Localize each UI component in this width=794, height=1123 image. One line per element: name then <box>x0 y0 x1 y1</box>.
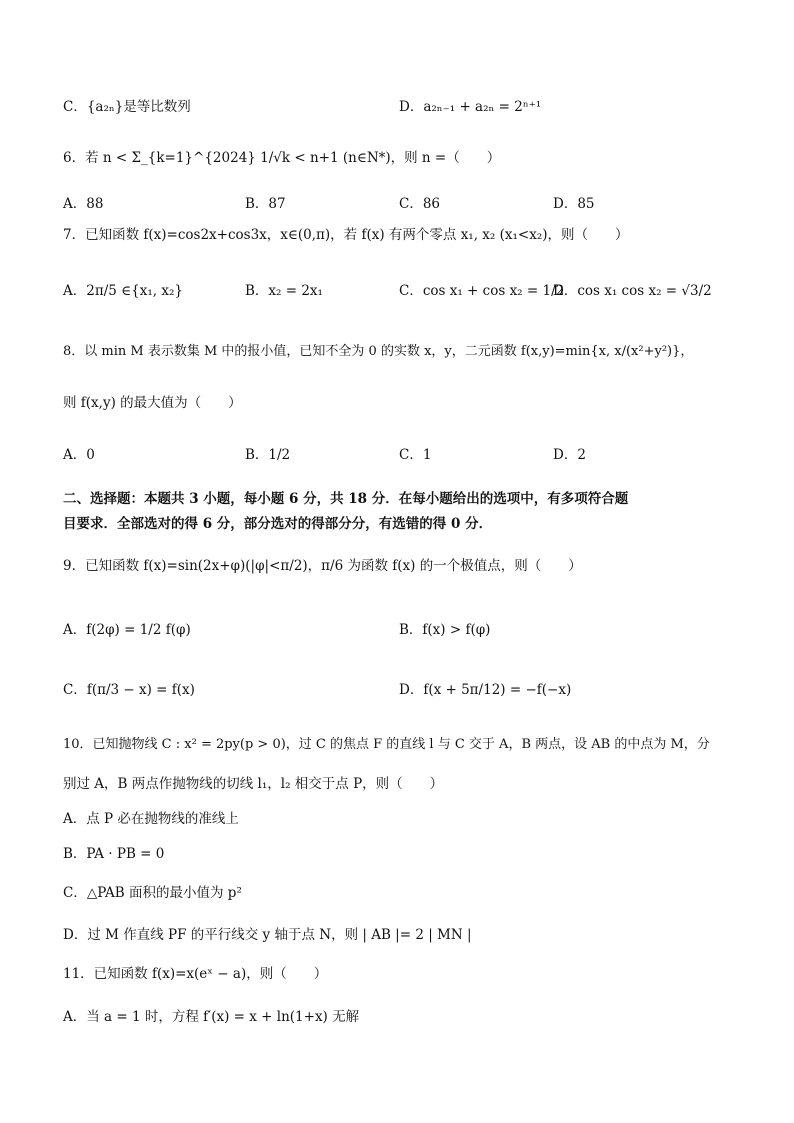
q10-stem-line2: 别过 A，B 两点作抛物线的切线 l₁，l₂ 相交于点 P，则（ ） <box>63 776 444 792</box>
q6-stem <box>63 152 500 166</box>
q11-stem: 11．已知函数 f(x)=x(eˣ − a)，则（ ） <box>63 966 328 982</box>
q6-option-b: B．87 <box>245 196 286 212</box>
q9-option-a: A．f(2φ) = 1/2 f(φ) <box>63 622 191 638</box>
q8-option-d: D．2 <box>553 447 586 463</box>
q5-option-c-text: C．{a₂ₙ}是等比数列 <box>63 99 191 115</box>
q9-option-c: C．f(π/3 − x) = f(x) <box>63 682 195 698</box>
q8-option-b: B．1/2 <box>245 447 291 463</box>
q10-option-c: C．△PAB 面积的最小值为 p² <box>63 885 242 901</box>
q7-stem-text: 7．已知函数 f(x)=cos2x+cos3x，x∈(0,π)，若 f(x) 有两个零点 x₁, x₂ (x₁<x₂)，则（ ） <box>63 227 629 243</box>
q8-stem-line1-text: 8．以 min M 表示数集 M 中的报小值，已知不全为 0 的实数 x，y，二元函数 f(x,y)=min{x, x/(x²+y²)}， <box>63 344 694 359</box>
q9-option-b: B．f(x) > f(φ) <box>399 622 491 638</box>
q8-stem-line1 <box>63 345 693 358</box>
q8-stem-line2-text: 则 f(x,y) 的最大值为（ ） <box>63 395 242 411</box>
q9-stem-text: 9．已知函数 f(x)=sin(2x+φ)(|φ|<π/2)，π/6 为函数 f(x) 的一个极值点，则（ ） <box>63 558 582 574</box>
q7-option-c: C．cos x₁ + cos x₂ = 1/2 <box>399 283 565 299</box>
q7-option-b: B．x₂ = 2x₁ <box>245 283 323 299</box>
q9-stem <box>63 560 582 574</box>
q7-option-a: A．2π/5 ∈{x₁, x₂} <box>63 283 183 299</box>
q8-option-c: C．1 <box>399 447 432 463</box>
q9-option-d: D．f(x + 5π/12) = −f(−x) <box>399 682 572 698</box>
q5-option-c <box>63 101 191 115</box>
q6-option-d: D．85 <box>553 196 595 212</box>
q7-option-d: D．cos x₁ cos x₂ = √3/2 <box>553 283 712 299</box>
q6-option-c: C．86 <box>399 196 441 212</box>
q5-option-d-text: D．a₂ₙ₋₁ + a₂ₙ = 2ⁿ⁺¹ <box>399 99 542 115</box>
q10-option-a: A．点 P 必在抛物线的准线上 <box>63 811 239 827</box>
q11-option-a: A．当 a = 1 时，方程 f′(x) = x + ln(1+x) 无解 <box>63 1009 360 1025</box>
q6-option-a: A．88 <box>63 196 104 212</box>
section2-heading-line1: 二、选择题：本题共 3 小题，每小题 6 分，共 18 分．在每小题给出的选项中，有多项符合题 <box>63 491 629 507</box>
q10-stem-line1: 10．已知抛物线 C : x² = 2py(p > 0)，过 C 的焦点 F 的直线 l 与 C 交于 A，B 两点，设 AB 的中点为 M，分 <box>63 737 710 752</box>
q6-stem-text: 6．若 n < Σ_{k=1}^{2024} 1/√k < n+1 (n∈N*)，则 n =（ ） <box>63 150 501 166</box>
q10-option-d: D．过 M 作直线 PF 的平行线交 y 轴于点 N，则 | AB |= 2 | MN | <box>63 927 472 943</box>
q7-stem <box>63 229 629 243</box>
q10-option-b: B．PA · PB = 0 <box>63 846 165 862</box>
section2-heading-line2: 目要求．全部选对的得 6 分，部分选对的得部分分，有选错的得 0 分． <box>63 516 493 532</box>
q8-stem-line2 <box>63 397 242 411</box>
q8-option-a: A．0 <box>63 447 95 463</box>
q5-option-d <box>399 101 541 115</box>
